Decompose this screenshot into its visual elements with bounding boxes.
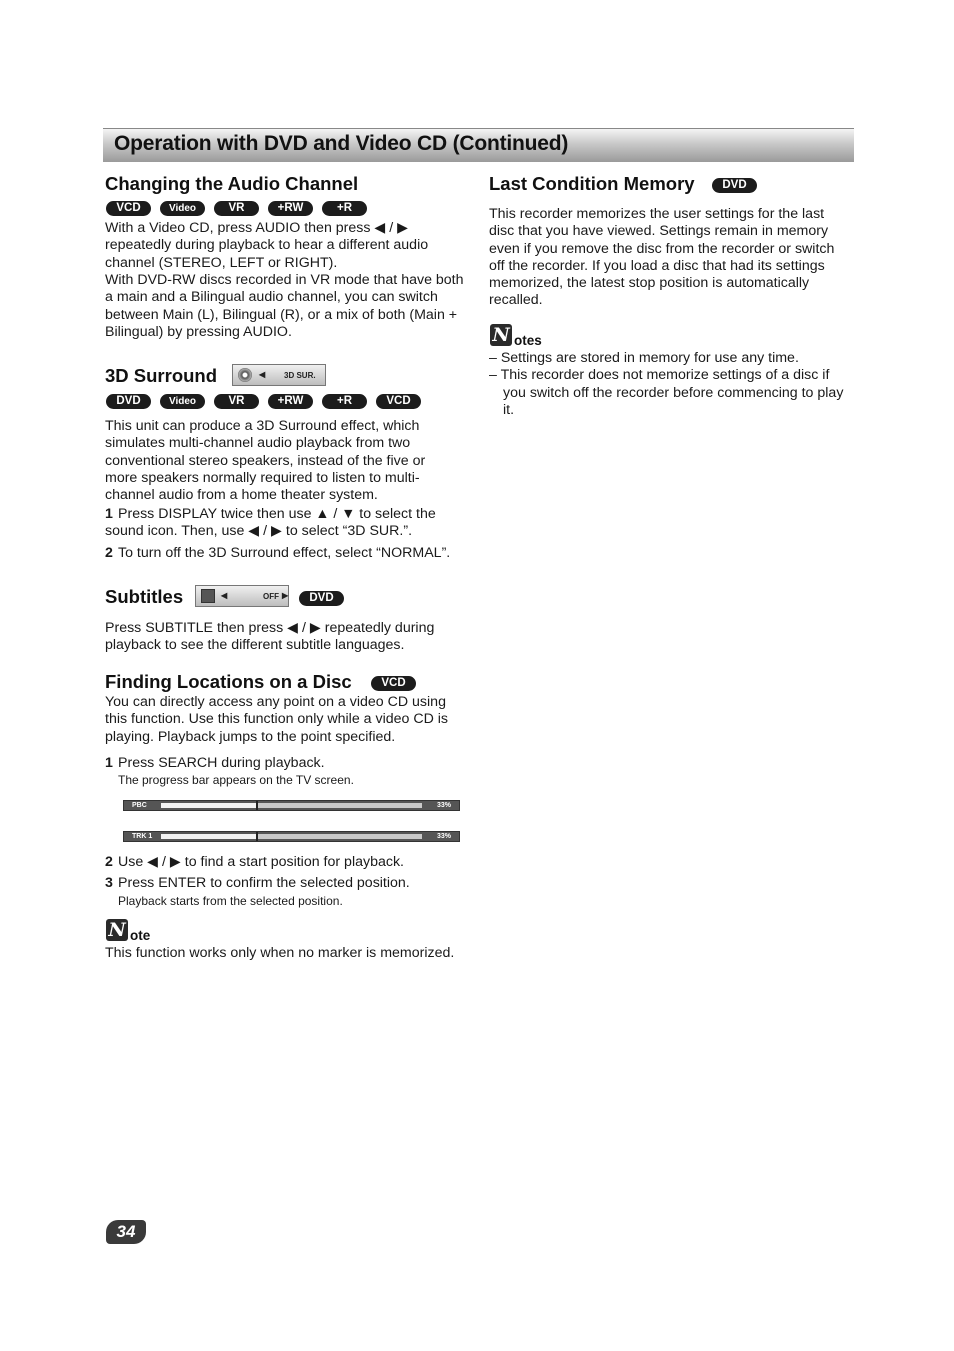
left-arrow-icon: ◀: [221, 591, 228, 600]
step-number: 1: [105, 755, 113, 771]
badge-plus-rw: +RW: [268, 201, 313, 216]
list-item: – This recorder does not memorize settings of a disc if you switch off the recorder before commencing to play it.: [489, 367, 844, 418]
note-heading: ote: [130, 928, 151, 943]
finding-step-3-sub: Playback starts from the selected position.: [118, 894, 343, 908]
finding-step-1: [105, 755, 465, 772]
page-number: 34: [106, 1220, 146, 1244]
badge-dvd: DVD: [712, 178, 757, 193]
badge-dvd: DVD: [299, 591, 344, 606]
surround-paragraph: This unit can produce a 3D Surround effect, which simulates multi-channel audio playback from two conventional stereo speakers, instead of the five or more speakers normally required to listen to multi-channel audio from a home theater system.: [105, 418, 426, 504]
badge-vcd: VCD: [106, 201, 151, 216]
step-text: To turn off the 3D Surround effect, select “NORMAL”.: [118, 545, 451, 561]
finding-badges: [371, 676, 416, 691]
surround-osd: [232, 364, 326, 386]
step-number: 2: [105, 854, 113, 870]
badge-video: Video: [160, 201, 205, 216]
finding-step-3: [105, 875, 465, 892]
lcm-paragraph: This recorder memorizes the user settings for the last disc that you have viewed. Settings remain in memory even if you remove the disc from the recorder or switch off the recorder. If you load a disc that had its settings memorized, the latest stop position is automatically recalled.: [489, 206, 835, 309]
notes-heading: otes: [514, 333, 542, 348]
surround-heading: 3D Surround: [105, 365, 218, 386]
step-text: Press ENTER to confirm the selected position.: [118, 875, 410, 891]
subtitles-badges: [299, 591, 344, 606]
list-item: – Settings are stored in memory for use any time.: [489, 350, 799, 366]
progress-percent: 33%: [436, 802, 451, 809]
step-number: 3: [105, 875, 113, 891]
badge-vcd: VCD: [376, 394, 421, 409]
audio-paragraph-2: With DVD-RW discs recorded in VR mode that have both a main and a Bilingual audio channel, you can switch between Main (L), Bilingual (R), or a mix of both (Main + Bilingual) by pressing AUDIO.: [105, 272, 464, 340]
subtitles-osd: [195, 585, 289, 607]
step-text: Press SEARCH during playback.: [118, 755, 325, 771]
note-icon: N: [106, 919, 128, 941]
audio-heading: Changing the Audio Channel: [105, 173, 359, 194]
badge-plus-rw: +RW: [268, 394, 313, 409]
notes-icon: N: [490, 324, 512, 346]
surround-step-2: [105, 545, 465, 562]
step-number: 1: [105, 506, 113, 522]
subtitles-paragraph: Press SUBTITLE then press ◀ / ▶ repeatedly during playback to see the different subtitle languages.: [105, 620, 435, 654]
notes-list: [489, 350, 847, 419]
step-text: Press DISPLAY twice then use ▲ / ▼ to select the sound icon. Then, use ◀ / ▶ to select “3D SUR.”.: [105, 506, 436, 540]
step-text: Use ◀ / ▶ to find a start position for playback.: [118, 854, 404, 870]
title-bar: [103, 128, 854, 162]
left-arrow-icon: ◀: [259, 370, 266, 379]
audio-badges: [106, 201, 367, 216]
badge-plus-r: +R: [322, 201, 367, 216]
progress-track: [161, 803, 422, 808]
right-arrow-icon: ▶: [282, 591, 289, 600]
progress-track: [161, 834, 422, 839]
subtitles-osd-value: OFF: [263, 592, 279, 601]
finding-step-2: [105, 854, 465, 871]
badge-vr: VR: [214, 201, 259, 216]
surround-step-1: [105, 506, 463, 541]
surround-badges: [106, 394, 421, 409]
progress-bar-pbc: [123, 800, 460, 811]
progress-bar-trk: [123, 831, 460, 842]
progress-label: PBC: [132, 802, 147, 809]
page-title: Operation with DVD and Video CD (Continued): [114, 132, 569, 155]
badge-plus-r: +R: [322, 394, 367, 409]
note-text: This function works only when no marker is memorized.: [105, 945, 455, 961]
subtitles-heading: Subtitles: [105, 586, 184, 607]
speaker-icon: [238, 368, 252, 382]
badge-vr: VR: [214, 394, 259, 409]
finding-step-1-sub: The progress bar appears on the TV screen.: [118, 773, 354, 787]
audio-paragraph-1: With a Video CD, press AUDIO then press ◀ / ▶ repeatedly during playback to hear a different audio channel (STEREO, LEFT or RIGHT).: [105, 220, 429, 271]
finding-heading: Finding Locations on a Disc: [105, 671, 352, 692]
progress-percent: 33%: [436, 833, 451, 840]
badge-dvd: DVD: [106, 394, 151, 409]
surround-osd-value: 3D SUR.: [284, 371, 316, 380]
subtitle-icon: [201, 589, 215, 603]
progress-label: TRK 1: [132, 833, 153, 840]
lcm-heading: Last Condition Memory: [489, 173, 695, 194]
finding-paragraph: You can directly access any point on a video CD using this function. Use this function only while a video CD is playing. Playback jumps to the point specified.: [105, 694, 449, 745]
step-number: 2: [105, 545, 113, 561]
badge-vcd: VCD: [371, 676, 416, 691]
lcm-badges: [712, 178, 757, 193]
badge-video: Video: [160, 394, 205, 409]
